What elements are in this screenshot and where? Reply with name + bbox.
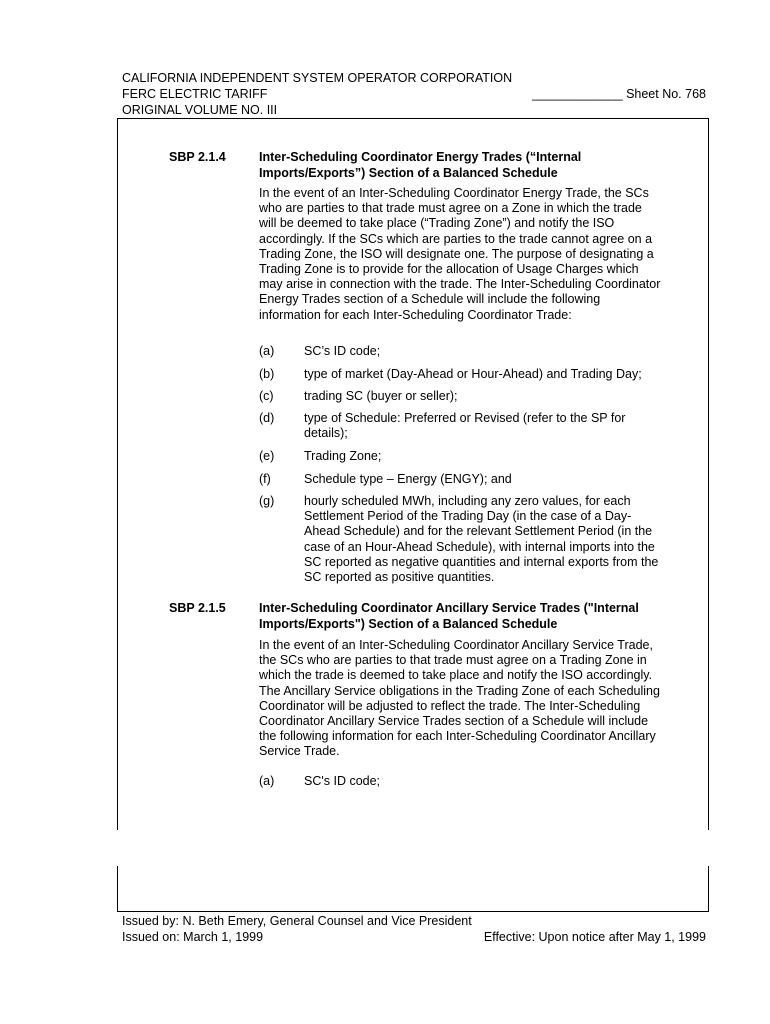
list-item-text: Schedule type – Energy (ENGY); and xyxy=(304,472,512,486)
issued-by: Issued by: N. Beth Emery, General Counsel and Vice President xyxy=(122,914,472,928)
section-id: SBP 2.1.4 xyxy=(169,150,226,164)
list-item-label: (b) xyxy=(259,367,275,381)
volume-name: ORIGINAL VOLUME NO. III xyxy=(122,103,278,117)
list-item-label: (a) xyxy=(259,344,275,358)
section-title: Inter-Scheduling Coordinator Ancillary Service Trades ("Internal Imports/Exports") Section of a Balanced Schedule xyxy=(259,601,639,631)
list-item-label: (f) xyxy=(259,472,271,486)
left-border-lower xyxy=(117,866,118,912)
list-item xyxy=(259,389,661,404)
section-id: SBP 2.1.5 xyxy=(169,601,226,615)
list-item-label: (d) xyxy=(259,411,275,425)
list-item-text: trading SC (buyer or seller); xyxy=(304,389,458,403)
list-item-text: hourly scheduled MWh, including any zero values, for each Settlement Period of the Trading Day (in the case of a Day-Ahead Schedule) and for the relevant Settlement Period (in the case of an Hour-Ahead Schedule), with internal imports into the SC reported as negative quantities and internal exports from the SC reported as positive quantities. xyxy=(304,494,659,585)
list-item-text: SC’s ID code; xyxy=(304,344,381,358)
section-title: Inter-Scheduling Coordinator Energy Trades (“Internal Imports/Exports”) Section of a Balanced Schedule xyxy=(259,150,582,180)
list-item xyxy=(259,344,661,359)
list-item-text: SC's ID code; xyxy=(304,774,381,788)
list-item-text: Trading Zone; xyxy=(304,449,382,463)
left-border xyxy=(117,118,118,830)
section-paragraph: In the event of an Inter-Scheduling Coordinator Energy Trade, the SCs who are parties to that trade must agree on a Zone in which the trade will be deemed to take place (“Trading Zone”) and notify the ISO accordingly. If the SCs which are parties to the trade cannot agree on a Trading Zone, the ISO will designate one. The purpose of designating a Trading Zone is to provide for the allocation of Usage Charges which may arise in connection with the trade. The Inter-Scheduling Coordinator Energy Trades section of a Schedule will include the following information for each Inter-Scheduling Coordinator Trade: xyxy=(259,186,661,322)
list-item xyxy=(259,472,661,487)
list-item-label: (c) xyxy=(259,389,274,403)
list-item-text: type of Schedule: Preferred or Revised (refer to the SP for details); xyxy=(304,411,626,441)
list-item-text: type of market (Day-Ahead or Hour-Ahead) and Trading Day; xyxy=(304,367,642,381)
list-item xyxy=(259,449,661,464)
right-border-lower xyxy=(708,866,709,912)
list-item-label: (a) xyxy=(259,774,275,788)
issued-on: Issued on: March 1, 1999 xyxy=(122,930,264,944)
list-item-label: (e) xyxy=(259,449,275,463)
tariff-name: FERC ELECTRIC TARIFF xyxy=(122,87,268,101)
top-border xyxy=(117,118,709,119)
list-item xyxy=(259,411,661,441)
effective-date: Effective: Upon notice after May 1, 1999 xyxy=(483,930,706,944)
list-item xyxy=(259,367,661,382)
corporation-name: CALIFORNIA INDEPENDENT SYSTEM OPERATOR CORPORATION xyxy=(122,71,513,85)
list-item xyxy=(259,774,661,789)
list-item-label: (g) xyxy=(259,494,275,508)
sheet-number: _____________ Sheet No. 768 xyxy=(532,87,706,101)
section-paragraph: In the event of an Inter-Scheduling Coordinator Ancillary Service Trade, the SCs who are parties to that trade must agree on a Trading Zone in which the trade is deemed to take place and notify the ISO accordingly. The Ancillary Service obligations in the Trading Zone of each Scheduling Coordinator will be adjusted to reflect the trade. The Inter-Scheduling Coordinator Ancillary Service Trades section of a Schedule will include the following information for each Inter-Scheduling Coordinator Ancillary Service Trade. xyxy=(259,638,660,759)
bottom-border xyxy=(117,911,709,912)
list-item xyxy=(259,494,661,585)
right-border xyxy=(708,118,709,830)
